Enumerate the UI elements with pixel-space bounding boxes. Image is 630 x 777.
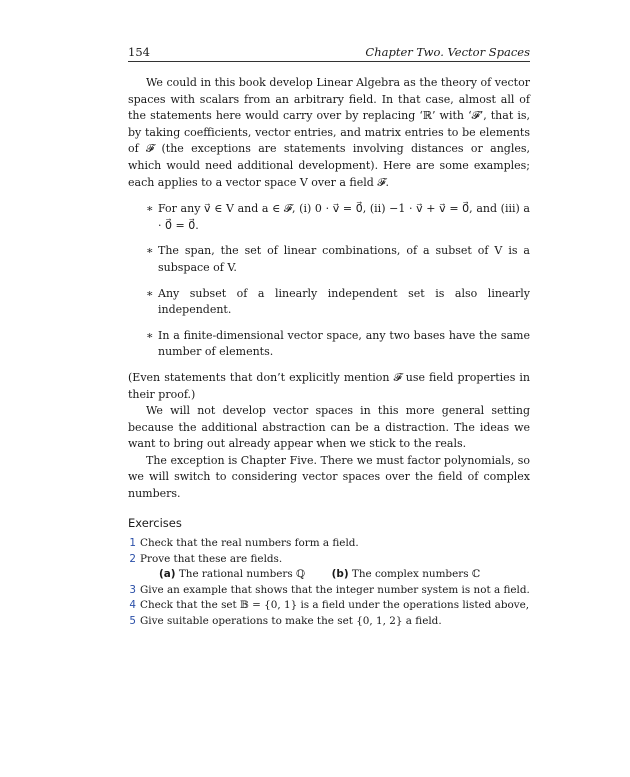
list-item-text: Any subset of a linearly independent set is also linearly independent. <box>158 286 530 317</box>
running-header <box>128 45 530 62</box>
paragraph-chapter-five: The exception is Chapter Five. There we must factor polynomials, so we will switch to considering vector spaces over the field of complex numbers. <box>128 453 530 501</box>
exercise-number-link[interactable]: 2 <box>129 552 136 565</box>
chapter-title: Chapter Two. Vector Spaces <box>365 45 530 59</box>
exercise-text: Check that the set 𝔹 = {0, 1} is a field under the operations listed above, <box>140 599 530 612</box>
list-item <box>128 201 530 234</box>
exercise-number-link[interactable]: 4 <box>129 599 136 612</box>
examples-list <box>128 201 530 361</box>
list-item <box>128 286 530 319</box>
exercises-heading: Exercises <box>128 515 182 530</box>
list-item <box>128 243 530 276</box>
list-item-text: For any v⃗ ∈ V and a ∈ 𝓕, (i) 0 · v⃗ = 0⃗, (ii) −1 · v⃗ + v⃗ = 0⃗, and (iii) a · 0⃗ = 0⃗. <box>158 202 530 232</box>
exercise-text: Prove that these are fields. <box>140 552 283 565</box>
bullet-icon: ∗ <box>146 286 154 300</box>
exercise-text: Check that the real numbers form a field. <box>140 537 359 550</box>
page-number: 154 <box>128 45 150 59</box>
main-text <box>128 75 530 629</box>
subpart-b-text: The complex numbers ℂ <box>351 568 481 581</box>
exercise-item <box>128 552 530 583</box>
exercise-text: Give suitable operations to make the set {0, 1, 2} a field. <box>140 614 442 627</box>
exercises-list <box>128 536 530 629</box>
paragraph-arbitrary-field: We could in this book develop Linear Algebra as the theory of vector spaces with scalars from an arbitrary field. In that case, almost all of the statements here would carry over by replacing ‘ℝ’ with ‘𝓕’, that is, by taking coefficients, vector entries, and matrix entries to be elements of 𝓕 (the exceptions are statements involving distances or angles, which would need additional development). Here are some examples; each applies to a vector space V over a field 𝓕. <box>128 76 530 189</box>
list-item-text: The span, the set of linear combinations, of a subset of V is a subspace of V. <box>158 244 530 274</box>
exercise-item <box>128 598 530 614</box>
subpart-a-label: (a) <box>159 568 176 581</box>
paragraph-general-setting: We will not develop vector spaces in this more general setting because the additional abstraction can be a distraction. The ideas we want to bring out already appear when we stick to the reals. <box>128 404 530 451</box>
exercise-item <box>128 614 530 630</box>
exercise-item <box>128 583 530 599</box>
subpart-b-label: (b) <box>331 568 349 581</box>
bullet-icon: ∗ <box>146 328 154 342</box>
exercise-number-link[interactable]: 5 <box>129 614 136 627</box>
exercise-item <box>128 536 530 552</box>
bullet-icon: ∗ <box>146 244 154 258</box>
paragraph-field-properties: (Even statements that don’t explicitly mention 𝓕 use field properties in their proof.) <box>128 370 530 401</box>
bullet-icon: ∗ <box>146 202 154 216</box>
exercise-number-link[interactable]: 1 <box>129 537 136 550</box>
exercise-number-link[interactable]: 3 <box>129 583 136 596</box>
exercise-subparts <box>140 567 530 583</box>
list-item <box>128 328 530 361</box>
list-item-text: In a finite-dimensional vector space, any two bases have the same number of elements. <box>158 328 530 359</box>
exercise-text: Give an example that shows that the integer number system is not a field. <box>140 583 530 596</box>
subpart-a-text: The rational numbers ℚ <box>178 568 306 581</box>
